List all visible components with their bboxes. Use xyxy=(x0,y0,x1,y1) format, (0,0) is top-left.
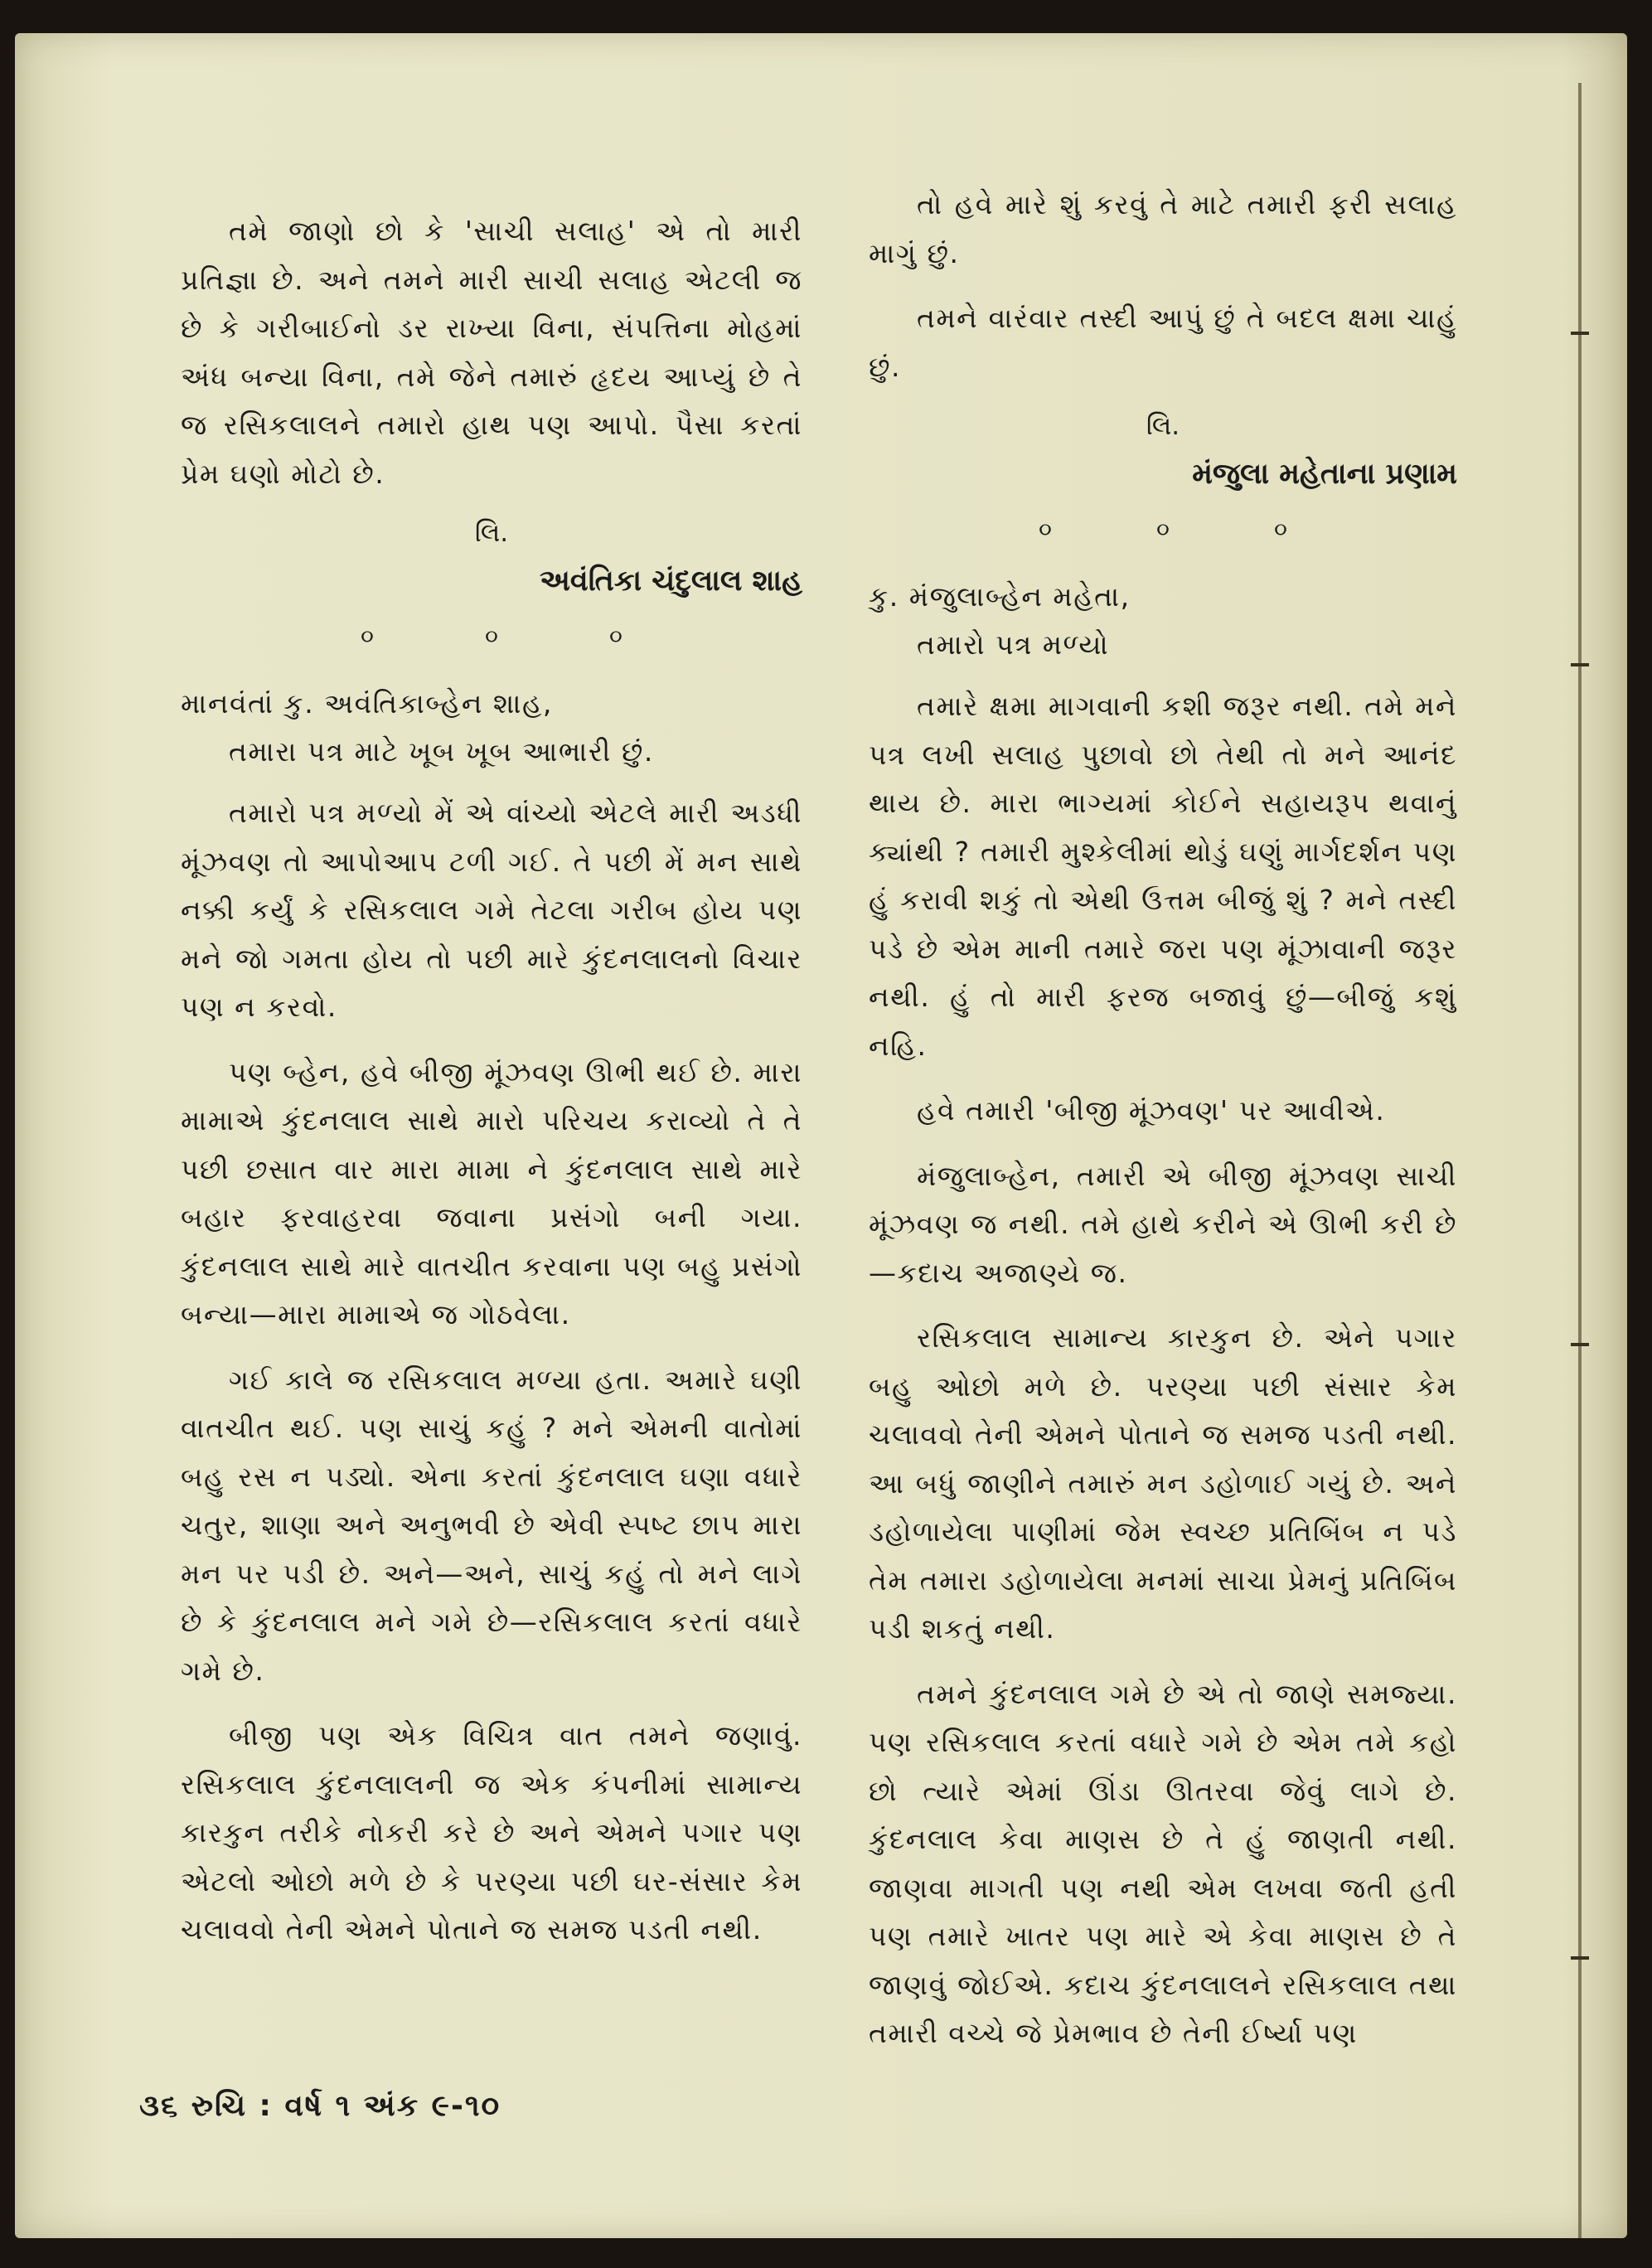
binding-stitch xyxy=(1571,1343,1589,1346)
right-paragraph-4: હવે તમારી 'બીજી મૂંઝવણ' પર આવીએ. xyxy=(917,1094,1386,1127)
left-column xyxy=(181,207,802,1971)
separator-mark: ૦ xyxy=(361,624,374,649)
right-paragraph-5: મંજુલાબ્હેન, તમારી એ બીજી મૂંઝવણ સાચી મૂંઝવણ જ નથી. તમે હાથે કરીને એ ઊભી કરી છે—કદાચ અજાણ્યે જ. xyxy=(869,1159,1457,1289)
left-greeting: તમારા પત્ર માટે ખૂબ ખૂબ આભારી છું. xyxy=(229,735,654,768)
right-separator xyxy=(986,517,1340,543)
right-paragraph-2: તમને વારંવાર તસ્દી આપું છું તે બદલ ક્ષમા ચાહું છું. xyxy=(869,302,1457,383)
left-separator xyxy=(305,624,678,650)
separator-mark: ૦ xyxy=(1274,517,1287,542)
right-paragraph-1: તો હવે મારે શું કરવું તે માટે તમારી ફરી સલાહ માગું છું. xyxy=(869,188,1457,269)
right-paragraph-3: તમારે ક્ષમા માગવાની કશી જરૂર નથી. તમે મને પત્ર લખી સલાહ પુછાવો છો તેથી તો મને આનંદ થાય છે. મારા ભાગ્યમાં કોઈને સહાયરૂપ થવાનું ક્યાંથી ? તમારી મુશ્કેલીમાં થોડું ઘણું માર્ગદર્શન પણ હું કરાવી શકું તો એથી ઉત્તમ બીજું શું ? મને તસ્દી પડે છે એમ માની તમારે જરા પણ મૂંઝાવાની જરૂર નથી. હું તો મારી ફરજ બજાવું છું—બીજું કશું નહિ. xyxy=(869,690,1457,1062)
binding-stitch xyxy=(1571,1956,1589,1960)
left-paragraph-5: બીજી પણ એક વિચિત્ર વાત તમને જણાવું. રસિકલાલ કુંદનલાલની જ એક કંપનીમાં સામાન્ય કારકુન તરીકે નોકરી કરે છે અને એમને પગાર પણ એટલો ઓછો મળે છે કે પરણ્યા પછી ઘર-સંસાર કેમ ચલાવવો તેની એમને પોતાને જ સમજ પડતી નથી. xyxy=(181,1719,802,1946)
magazine-page xyxy=(15,33,1627,2238)
separator-mark: ૦ xyxy=(1039,517,1052,542)
right-paragraph-6: રસિકલાલ સામાન્ય કારકુન છે. એને પગાર બહુ ઓછો મળે છે. પરણ્યા પછી સંસાર કેમ ચલાવવો તેની એમને પોતાને જ સમજ પડતી નથી. આ બધું જાણીને તમારું મન ડહોળાઈ ગયું છે. અને ડહોળાયેલા પાણીમાં જેમ સ્વચ્છ પ્રતિબિંબ ન પડે તેમ તમારા ડહોળાયેલા મનમાં સાચા પ્રેમનું પ્રતિબિંબ પડી શકતું નથી. xyxy=(869,1321,1457,1645)
right-column xyxy=(869,181,1457,2075)
left-signature-li: લિ. xyxy=(474,518,509,548)
separator-mark: ૦ xyxy=(485,624,498,649)
page-footer: ૩૬ રુચિ : વર્ષ ૧ અંક ૯-૧૦ xyxy=(139,2089,501,2123)
right-salutation: કુ. મંજુલાબ્હેન મહેતા, xyxy=(869,580,1131,613)
right-signature-name: મંજુલા મહેતાના પ્રણામ xyxy=(1192,458,1457,491)
binding-stitch xyxy=(1571,332,1589,335)
left-signature-name: અવંતિકા ચંદુલાલ શાહ xyxy=(539,565,802,598)
binding-spine xyxy=(1578,83,1582,2238)
left-paragraph-3: પણ બ્હેન, હવે બીજી મૂંઝવણ ઊભી થઈ છે. મારા મામાએ કુંદનલાલ સાથે મારો પરિચય કરાવ્યો તે તે પછી છસાત વાર મારા મામા ને કુંદનલાલ સાથે મારે બહાર ફરવાહરવા જવાના પ્રસંગો બની ગયા. કુંદનલાલ સાથે મારે વાતચીત કરવાના પણ બહુ પ્રસંગો બન્યા—મારા મામાએ જ ગોઠવેલા. xyxy=(181,1055,802,1330)
binding-stitch xyxy=(1571,663,1589,666)
separator-mark: ૦ xyxy=(1156,517,1170,542)
left-paragraph-2: તમારો પત્ર મળ્યો મેં એ વાંચ્યો એટલે મારી અડધી મૂંઝવણ તો આપોઆપ ટળી ગઈ. તે પછી મેં મન સાથે નક્કી કર્યું કે રસિકલાલ ગમે તેટલા ગરીબ હોય પણ મને જો ગમતા હોય તો પછી મારે કુંદનલાલનો વિચાર પણ ન કરવો. xyxy=(181,797,802,1023)
left-paragraph-4: ગઈ કાલે જ રસિકલાલ મળ્યા હતા. અમારે ઘણી વાતચીત થઈ. પણ સાચું કહું ? મને એમની વાતોમાં બહુ રસ ન પડ્યો. એના કરતાં કુંદનલાલ ઘણા વધારે ચતુર, શાણા અને અનુભવી છે એવી સ્પષ્ટ છાપ મારા મન પર પડી છે. અને—અને, સાચું કહું તો મને લાગે છે કે કુંદનલાલ મને ગમે છે—રસિકલાલ કરતાં વધારે ગમે છે. xyxy=(181,1363,802,1687)
right-greeting: તમારો પત્ર મળ્યો xyxy=(917,628,1110,661)
right-paragraph-7: તમને કુંદનલાલ ગમે છે એ તો જાણે સમજ્યા. પણ રસિકલાલ કરતાં વધારે ગમે છે એમ તમે કહો છો ત્યારે એમાં ઊંડા ઊતરવા જેવું લાગે છે. કુંદનલાલ કેવા માણસ છે તે હું જાણતી નથી. જાણવા માગતી પણ નથી એમ લખવા જતી હતી પણ તમારે ખાતર પણ મારે એ કેવા માણસ છે તે જાણવું જોઈએ. કદાચ કુંદનલાલને રસિકલાલ તથા તમારી વચ્ચે જે પ્રેમભાવ છે તેની ઈર્ષ્યા પણ xyxy=(869,1677,1457,2049)
left-salutation: માનવંતાં કુ. અવંતિકાબ્હેન શાહ, xyxy=(181,687,553,720)
left-paragraph-1: તમે જાણો છો કે 'સાચી સલાહ' એ તો મારી પ્રતિજ્ઞા છે. અને તમને મારી સાચી સલાહ એટલી જ છે કે ગરીબાઈનો ડર રાખ્યા વિના, સંપત્તિના મોહમાં અંધ બન્યા વિના, તમે જેને તમારું હૃદય આપ્યું છે તે જ રસિકલાલને તમારો હાથ પણ આપો. પૈસા કરતાં પ્રેમ ઘણો મોટો છે. xyxy=(181,215,802,490)
separator-mark: ૦ xyxy=(609,624,623,649)
right-signature-li: લિ. xyxy=(1146,411,1180,441)
